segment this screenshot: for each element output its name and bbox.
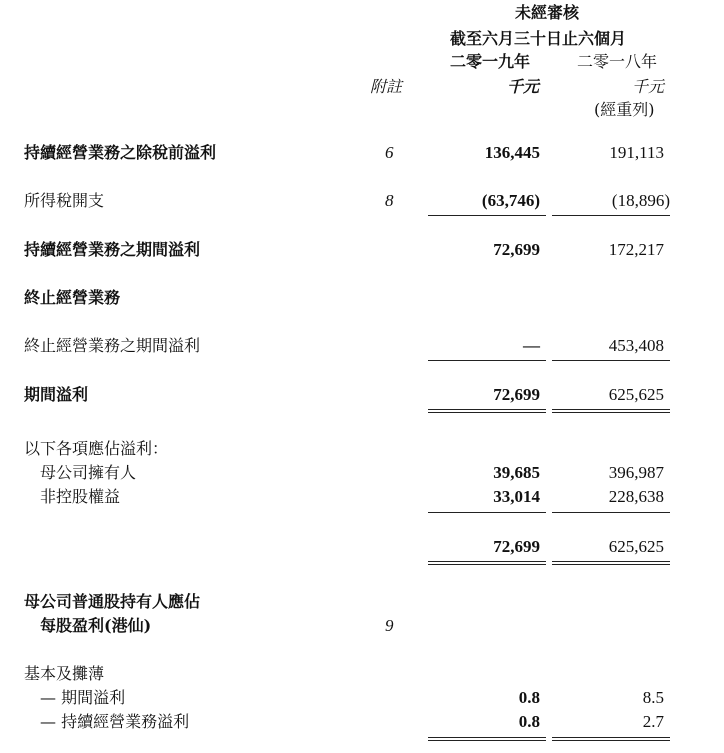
row-label-income-tax: 所得稅開支 (24, 191, 105, 210)
subtotal-rule (428, 512, 546, 513)
row-value-2019: 33,014 (493, 487, 540, 506)
row-value-2019: 0.8 (518, 712, 540, 731)
row-value-2018: 625,625 (608, 385, 664, 404)
row-value-2019: 0.8 (518, 688, 540, 707)
row-value-2019: 72,699 (493, 385, 540, 404)
row-label-eps-unit: 每股盈利(港仙) (40, 616, 152, 635)
total-double-rule (552, 737, 670, 741)
subtotal-rule (552, 512, 670, 513)
row-value-2019: 136,445 (484, 143, 540, 162)
row-label-owners: 母公司擁有人 (40, 463, 137, 482)
subtotal-rule (552, 215, 670, 216)
row-value-2018: 191,113 (609, 143, 664, 162)
header-unit-2019: 千元 (507, 77, 540, 96)
row-value-2018: 8.5 (642, 688, 664, 707)
header-restated: (經重列) (594, 100, 655, 119)
total-double-rule (428, 409, 546, 413)
row-value-2018: 228,638 (608, 487, 664, 506)
row-value-2018: (18,896) (611, 191, 670, 210)
row-label-basic-diluted: 基本及攤薄 (24, 664, 105, 683)
row-note: 9 (385, 616, 394, 635)
total-double-rule (552, 561, 670, 565)
row-label-eps-period: — 期間溢利 (40, 688, 126, 707)
row-label-discontinued-profit: 終止經營業務之期間溢利 (24, 336, 201, 355)
row-label-profit-before-tax: 持續經營業務之除稅前溢利 (24, 143, 217, 162)
row-value-2018: 2.7 (642, 712, 664, 731)
row-value-2019: (63,746) (481, 191, 540, 210)
row-label-nci: 非控股權益 (40, 487, 121, 506)
header-unaudited: 未經審核 (515, 3, 580, 22)
total-double-rule (428, 561, 546, 565)
header-unit-2018: 千元 (632, 77, 665, 96)
row-label-eps-heading: 母公司普通股持有人應佔 (24, 592, 201, 611)
subtotal-rule (428, 215, 546, 216)
header-year-2018: 二零一八年 (577, 52, 658, 71)
row-value-2019: 72,699 (493, 537, 540, 556)
row-value-2018: 396,987 (608, 463, 664, 482)
row-value-2019: 39,685 (493, 463, 540, 482)
row-label-attributable-to: 以下各項應佔溢利： (24, 439, 169, 458)
header-period: 截至六月三十日止六個月 (450, 29, 627, 48)
row-label-discontinued-ops: 終止經營業務 (24, 288, 121, 307)
total-double-rule (552, 409, 670, 413)
row-label-continuing-profit: 持續經營業務之期間溢利 (24, 240, 201, 259)
row-label-period-profit: 期間溢利 (24, 385, 89, 404)
subtotal-rule (552, 360, 670, 361)
row-label-eps-continuing: — 持續經營業務溢利 (40, 712, 190, 731)
row-value-2018: 625,625 (608, 537, 664, 556)
total-double-rule (428, 737, 546, 741)
row-value-2018: 453,408 (608, 336, 664, 355)
header-year-2019: 二零一九年 (450, 52, 531, 71)
row-note: 6 (385, 143, 394, 162)
row-value-2019: 72,699 (493, 240, 540, 259)
row-value-2018: 172,217 (608, 240, 664, 259)
subtotal-rule (428, 360, 546, 361)
row-note: 8 (385, 191, 394, 210)
header-notes-label: 附註 (370, 77, 403, 96)
row-value-2019: — (523, 336, 540, 355)
